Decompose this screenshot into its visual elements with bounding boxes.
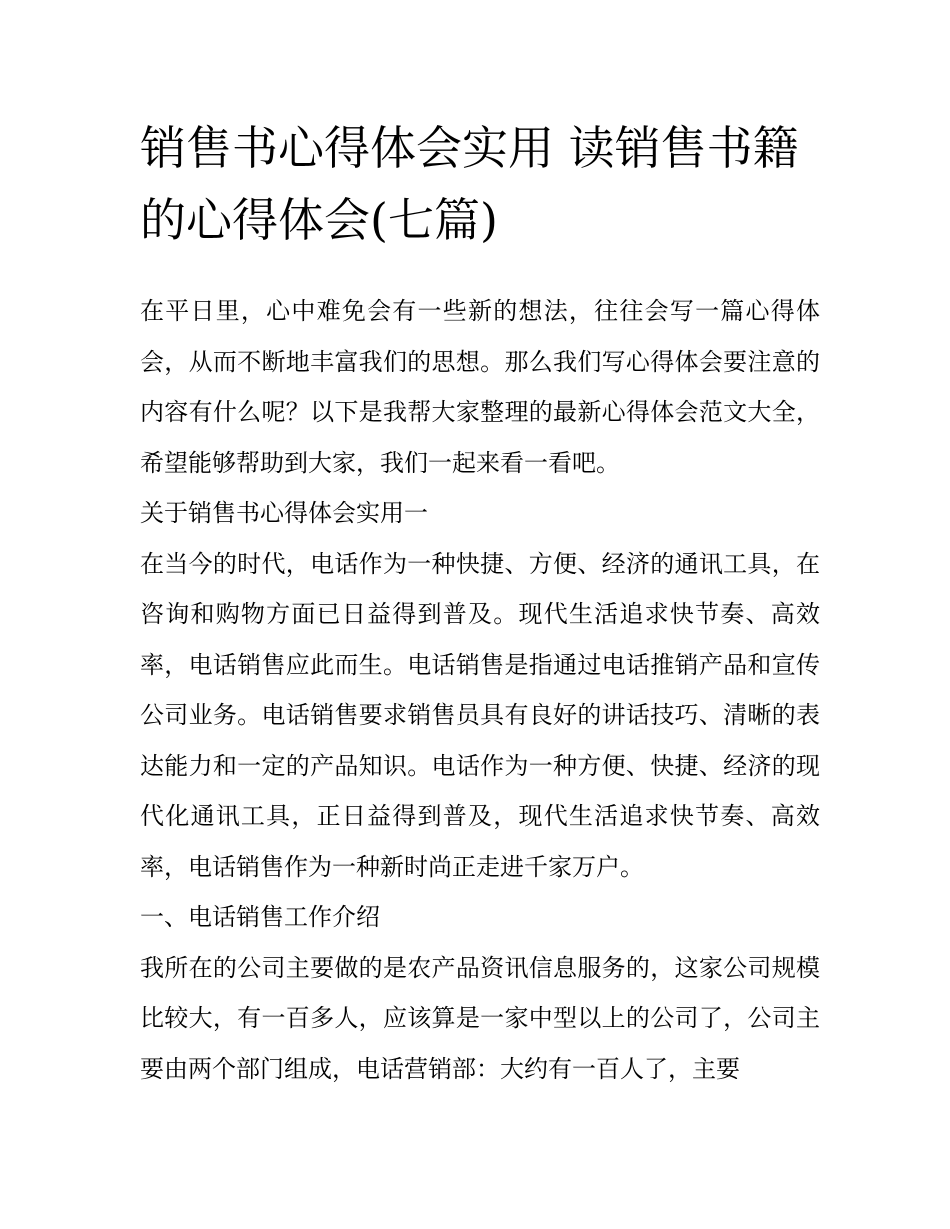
section-paragraph: 在当今的时代，电话作为一种快捷、方便、经济的通讯工具，在咨询和购物方面已日益得到普及。现代生活追求快节奏、高效率，电话销售应此而生。电话销售是指通过电话推销产品和宣传公司业务。电话销售要求销售员具有良好的讲话技巧、清晰的表达能力和一定的产品知识。电话作为一种方便、快捷、经济的现代化通讯工具，正日益得到普及，现代生活追求快节奏、高效率，电话销售作为一种新时尚正走进千家万户。 [140, 549, 820, 881]
section-heading: 关于销售书心得体会实用一 [140, 499, 428, 527]
document-title: 销售书心得体会实用 读销售书籍的心得体会(七篇) [140, 121, 799, 247]
subsection-heading: 一、电话销售工作介绍 [140, 903, 380, 931]
subsection-paragraph: 我所在的公司主要做的是农产品资讯信息服务的，这家公司规模比较大，有一百多人，应该算是一家中型以上的公司了，公司主要由两个部门组成，电话营销部：大约有一百人了，主要 [140, 953, 820, 1083]
intro-paragraph: 在平日里，心中难免会有一些新的想法，往往会写一篇心得体会，从而不断地丰富我们的思想。那么我们写心得体会要注意的内容有什么呢？以下是我帮大家整理的最新心得体会范文大全，希望能够帮助到大家，我们一起来看一看吧。 [140, 297, 820, 477]
document-content [140, 112, 820, 1094]
document-body [140, 286, 820, 1094]
